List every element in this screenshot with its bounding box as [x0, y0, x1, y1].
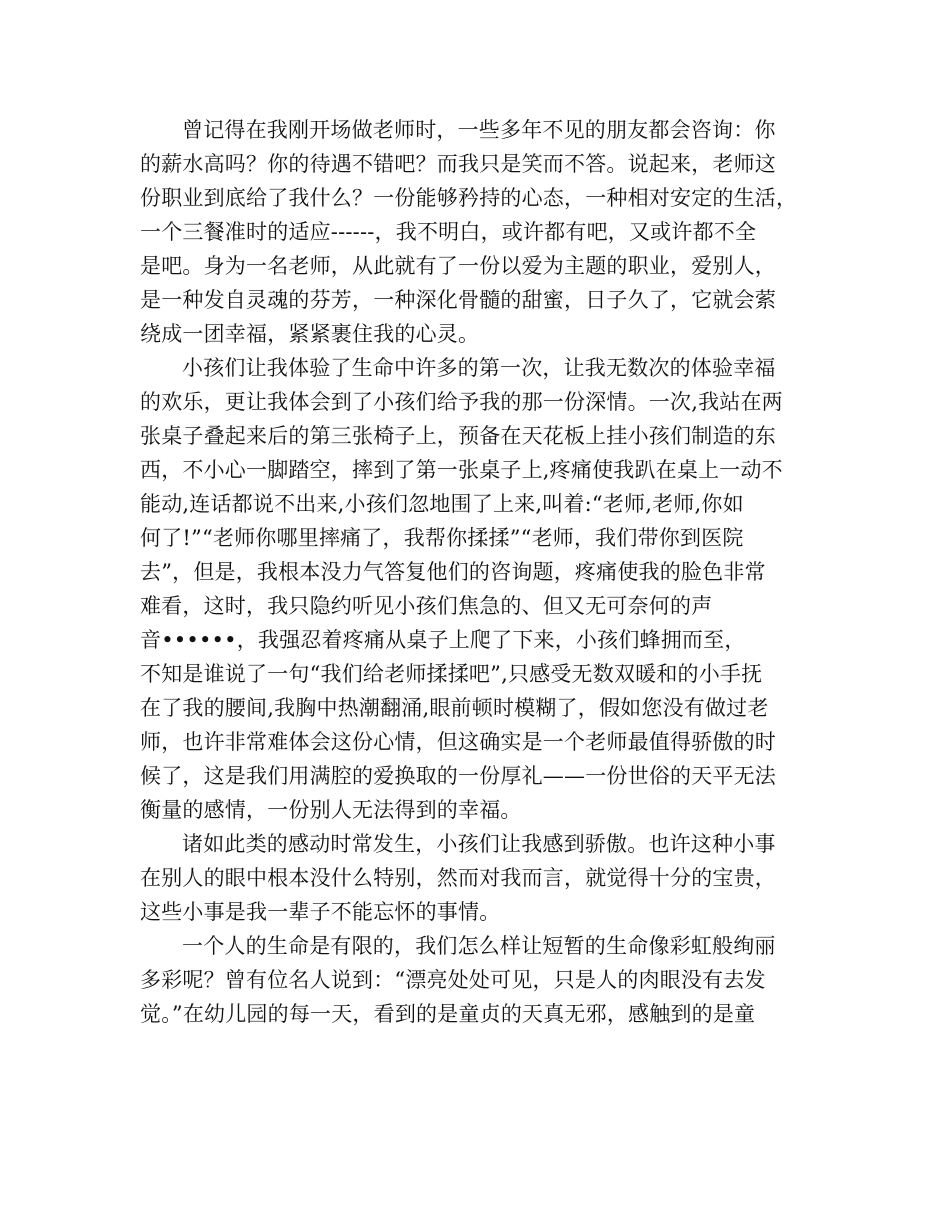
paragraph-4-line-1: 一个人的生命是有限的，我们怎么样让短暂的生命像彩虹般绚丽	[182, 934, 776, 958]
paragraph-1-line-6: 是一种发自灵魂的芬芳，一种深化骨髓的甜蜜，日子久了，它就会萦	[140, 288, 776, 312]
paragraph-2-line-1: 小孩们让我体验了生命中许多的第一次，让我无数次的体验幸福	[182, 356, 776, 380]
paragraph-2-line-6: 何了!”“老师你哪里摔痛了，我帮你揉揉”“老师，我们带你到医院	[140, 526, 744, 550]
paragraph-2-line-7: 去”，但是，我根本没力气答复他们的咨询题，疼痛使我的脸色非常	[140, 560, 766, 584]
paragraph-2-line-8: 难看，这时，我只隐约听见小孩们焦急的、但又无可奈何的声	[140, 594, 713, 618]
paragraph-2-line-9: 音••••••，我强忍着疼痛从桌子上爬了下来，小孩们蜂拥而至，	[140, 628, 746, 652]
paragraph-1-line-4: 一个三餐准时的适应------，我不明白，或许都有吧，又或许都不全	[140, 220, 757, 244]
paragraph-2-line-2: 的欢乐，更让我体会到了小孩们给予我的那一份深情。一次,我站在两	[140, 390, 783, 414]
paragraph-2-line-3: 张桌子叠起来后的第三张椅子上，预备在天花板上挂小孩们制造的东	[140, 424, 776, 448]
paragraph-1-line-5: 是吧。身为一名老师，从此就有了一份以爱为主题的职业，爱别人，	[140, 254, 776, 278]
paragraph-2-line-13: 候了，这是我们用满腔的爱换取的一份厚礼——一份世俗的天平无法	[140, 764, 776, 788]
paragraph-1-line-2: 的薪水高吗？你的待遇不错吧？而我只是笑而不答。说起来，老师这	[140, 152, 776, 176]
paragraph-1-line-1: 曾记得在我刚开场做老师时，一些多年不见的朋友都会咨询：你	[182, 118, 776, 142]
paragraph-3-line-2: 在别人的眼中根本没什么特别，然而对我而言，就觉得十分的宝贵，	[140, 866, 776, 890]
paragraph-3-line-1: 诸如此类的感动时常发生，小孩们让我感到骄傲。也许这种小事	[182, 832, 776, 856]
paragraph-2-line-10: 不知是谁说了一句“我们给老师揉揉吧”,只感受无数双暖和的小手抚	[140, 662, 763, 686]
paragraph-1-line-7: 绕成一团幸福，紧紧裹住我的心灵。	[140, 322, 480, 346]
paragraph-1-line-3: 份职业到底给了我什么？一份能够矜持的心态，一种相对安定的生活，	[140, 186, 798, 210]
paragraph-2-line-4: 西，不小心一脚踏空，摔到了第一张桌子上,疼痛使我趴在桌上一动不	[140, 458, 783, 482]
paragraph-2-line-5: 能动,连话都说不出来,小孩们忽地围了上来,叫着:“老师,老师,你如	[140, 492, 744, 516]
paragraph-2-line-14: 衡量的感情，一份别人无法得到的幸福。	[140, 798, 522, 822]
paragraph-2-line-11: 在了我的腰间,我胸中热潮翻涌,眼前顿时模糊了，假如您没有做过老	[140, 696, 769, 720]
paragraph-3-line-3: 这些小事是我一辈子不能忘怀的事情。	[140, 900, 501, 924]
paragraph-2-line-12: 师，也许非常难体会这份心情，但这确实是一个老师最值得骄傲的时	[140, 730, 776, 754]
paragraph-4-line-3: 觉。”在幼儿园的每一天，看到的是童贞的天真无邪，感触到的是童	[140, 1002, 756, 1026]
paragraph-4-line-2: 多彩呢？曾有位名人说到：“漂亮处处可见，只是人的肉眼没有去发	[140, 968, 766, 992]
